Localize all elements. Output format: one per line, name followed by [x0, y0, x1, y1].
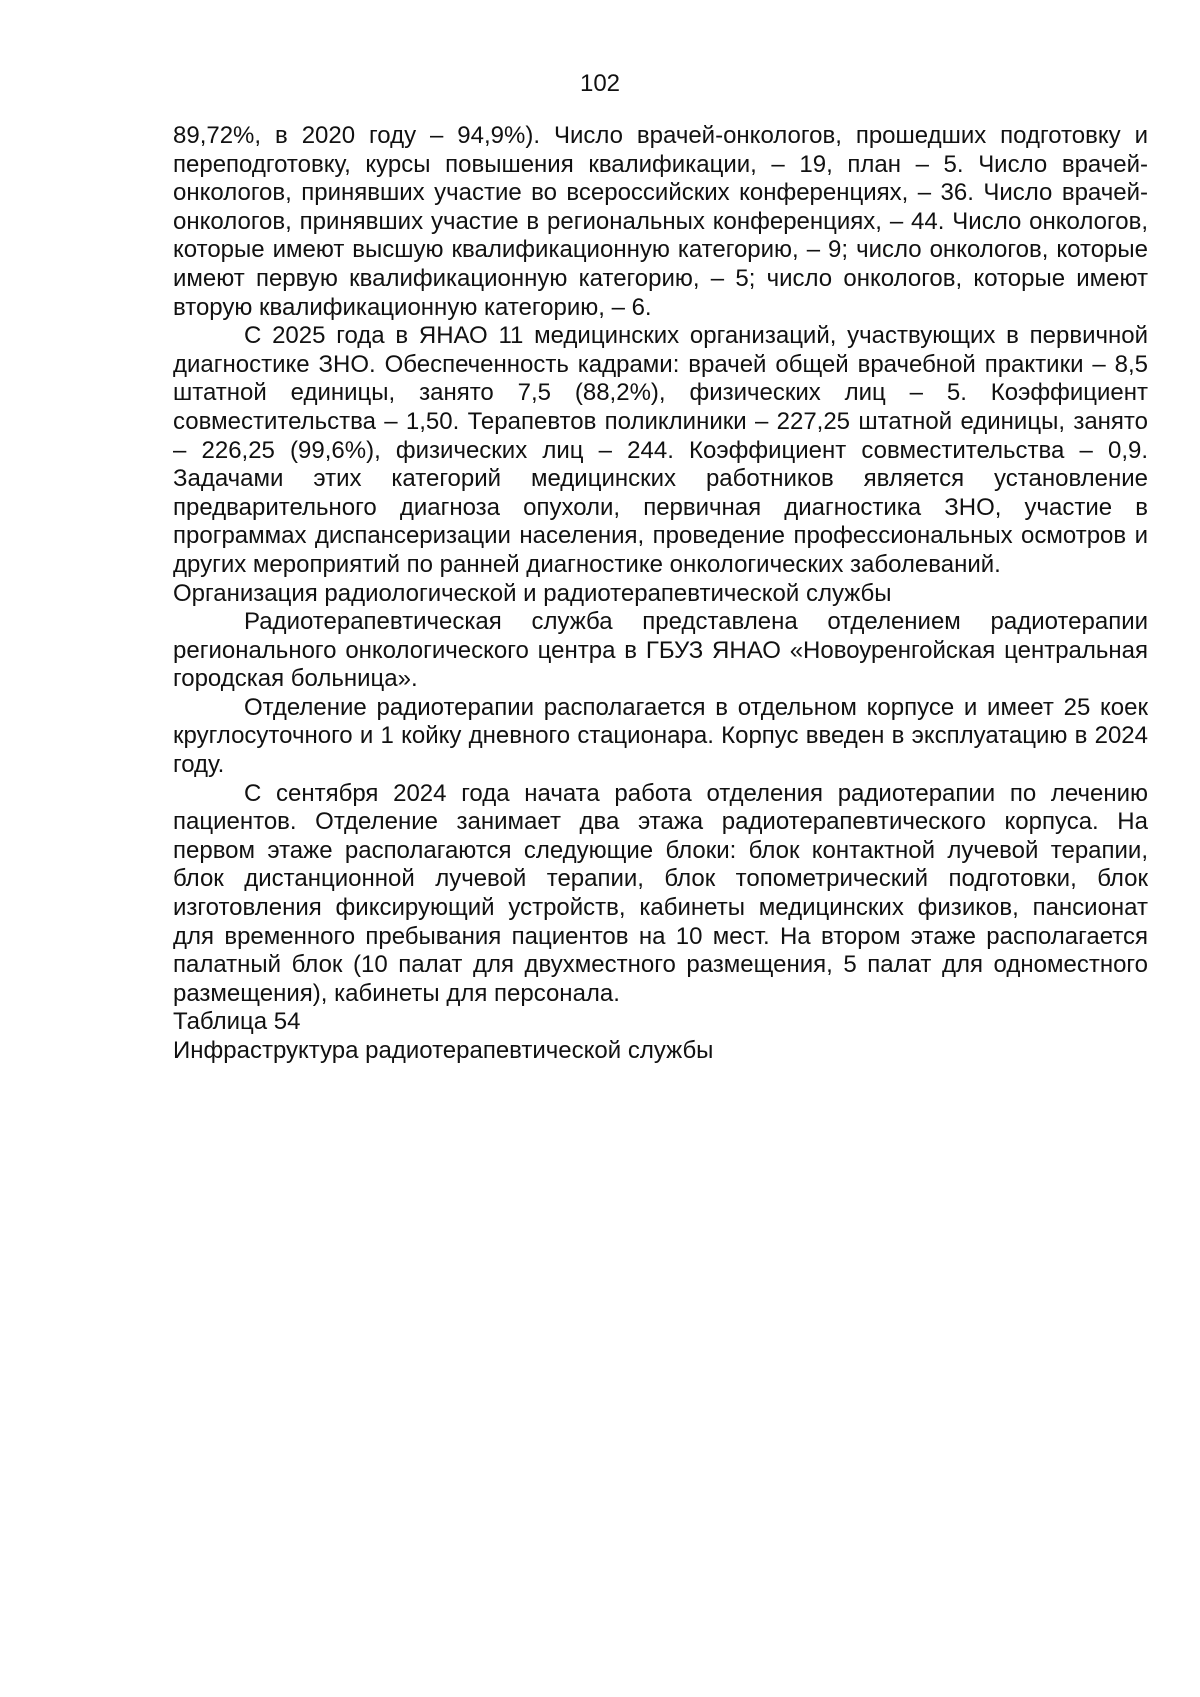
section-heading: Организация радиологической и радиотерапевтической службы [173, 579, 892, 607]
paragraph-department-work: С сентября 2024 года начата работа отделения радиотерапии по лечению пациентов. Отделение занимает два этажа радиотерапевтического корпуса. На первом этаже располагаются следующие блоки: блок контактной лучевой терапии, блок дистанционной лучевой терапии, блок топометрический подготовки, блок изготовления фиксирующий устройств, кабинеты медицинских физиков, пансионат для временного пребывания пациентов на 10 мест. На втором этаже располагается палатный блок (10 палат для двухместного размещения, 5 палат для одноместного размещения), кабинеты для персонала. [173, 779, 1148, 1007]
paragraph-continuation: 89,72%, в 2020 году – 94,9%). Число врачей-онкологов, прошедших подготовку и переподготовку, курсы повышения квалификации, – 19, план – 5. Число врачей-онкологов, принявших участие во всероссийских конференциях, – 36. Число врачей-онкологов, принявших участие в региональных конференциях, – 44. Число онкологов, которые имеют высшую квалификационную категорию, – 9; число онкологов, которые имеют первую квалификационную категорию, – 5; число онкологов, которые имеют вторую квалификационную категорию, – 6. [173, 122, 1148, 321]
document-body [173, 122, 1148, 1066]
paragraph-radiotherapy-service: Радиотерапевтическая служба представлена отделением радиотерапии регионального онкологического центра в ГБУЗ ЯНАО «Новоуренгойская центральная городская больница». [173, 608, 1148, 693]
table-caption: Таблица 54 [173, 1008, 301, 1036]
paragraph-radiotherapy-department: Отделение радиотерапии располагается в отдельном корпусе и имеет 25 коек круглосуточного и 1 койку дневного стационара. Корпус введен в эксплуатацию в 2024 году. [173, 693, 1148, 779]
table-title: Инфраструктура радиотерапевтической службы [173, 1037, 714, 1064]
paragraph-primary-diagnostics: С 2025 года в ЯНАО 11 медицинских организаций, участвующих в первичной диагностике ЗНО. Обеспеченность кадрами: врачей общей врачебной практики – 8,5 штатной единицы, занято 7,5 (88,2%), физических лиц – 5. Коэффициент совместительства – 1,50. Терапевтов поликлиники – 227,25 штатной единицы, занято – 226,25 (99,6%), физических лиц – 244. Коэффициент совместительства – 0,9. Задачами этих категорий медицинских работников является установление предварительного диагноза опухоли, первичная диагностика ЗНО, участие в программах диспансеризации населения, проведение профессиональных осмотров и других мероприятий по ранней диагностике онкологических заболеваний. [173, 322, 1148, 578]
page-number: 102 [579, 70, 621, 97]
